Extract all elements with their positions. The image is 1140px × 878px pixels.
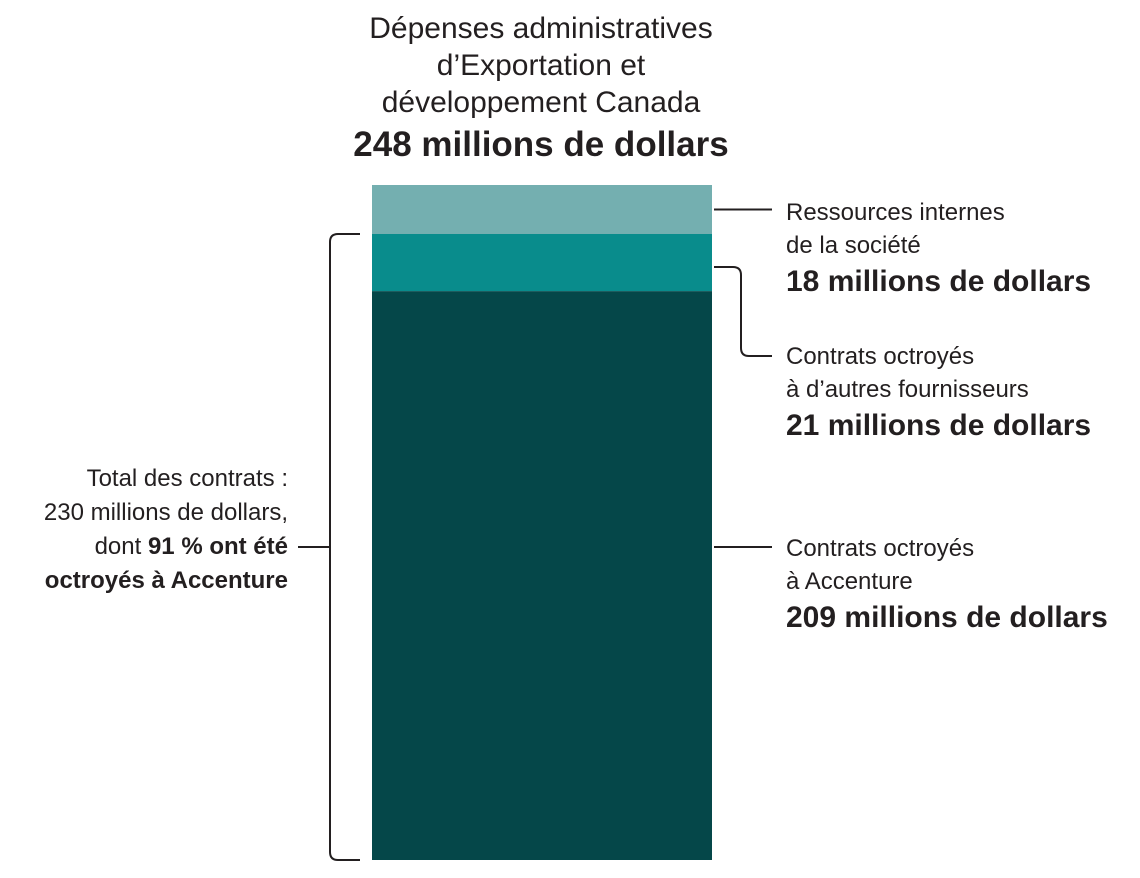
label-accenture-line-2: à Accenture xyxy=(786,568,913,595)
bar-segment-interne xyxy=(372,185,712,234)
label-accenture-line-1: Contrats octroyés xyxy=(786,535,975,562)
total-contracts-line-1: Total des contrats : xyxy=(86,465,288,492)
leader-other xyxy=(714,267,772,356)
label-internal-line-2: de la société xyxy=(786,232,921,259)
label-other-value: 21 millions de dollars xyxy=(786,409,1092,442)
total-contracts-line-4 xyxy=(44,564,288,598)
total-contracts-accenture: octroyés à Accenture xyxy=(44,567,288,594)
label-internal-value: 18 millions de dollars xyxy=(786,265,1092,298)
label-total-contracts xyxy=(44,462,288,598)
title-line-2: d’Exportation et xyxy=(436,49,646,82)
label-other-line-1: Contrats octroyés xyxy=(786,343,975,370)
title-total: 248 millions de dollars xyxy=(353,125,729,164)
title-line-1: Dépenses administratives xyxy=(369,12,713,45)
total-contracts-prefix: dont xyxy=(94,533,148,560)
label-other-suppliers xyxy=(786,340,1091,446)
total-contracts-line-3 xyxy=(44,530,288,564)
total-contracts-share: 91 % ont été xyxy=(147,533,288,560)
title-line-3: développement Canada xyxy=(381,86,701,119)
label-internal-resources xyxy=(786,196,1091,302)
label-internal-line-1: Ressources internes xyxy=(786,199,1005,226)
label-accenture xyxy=(786,532,1108,638)
bar-segment-autres xyxy=(372,234,712,291)
label-other-line-2: à d’autres fournisseurs xyxy=(786,376,1029,403)
bar-segment-accenture xyxy=(372,291,712,860)
label-accenture-value: 209 millions de dollars xyxy=(786,601,1108,634)
total-contracts-line-2: 230 millions de dollars, xyxy=(43,499,288,526)
bracket-total-contracts xyxy=(330,234,360,860)
